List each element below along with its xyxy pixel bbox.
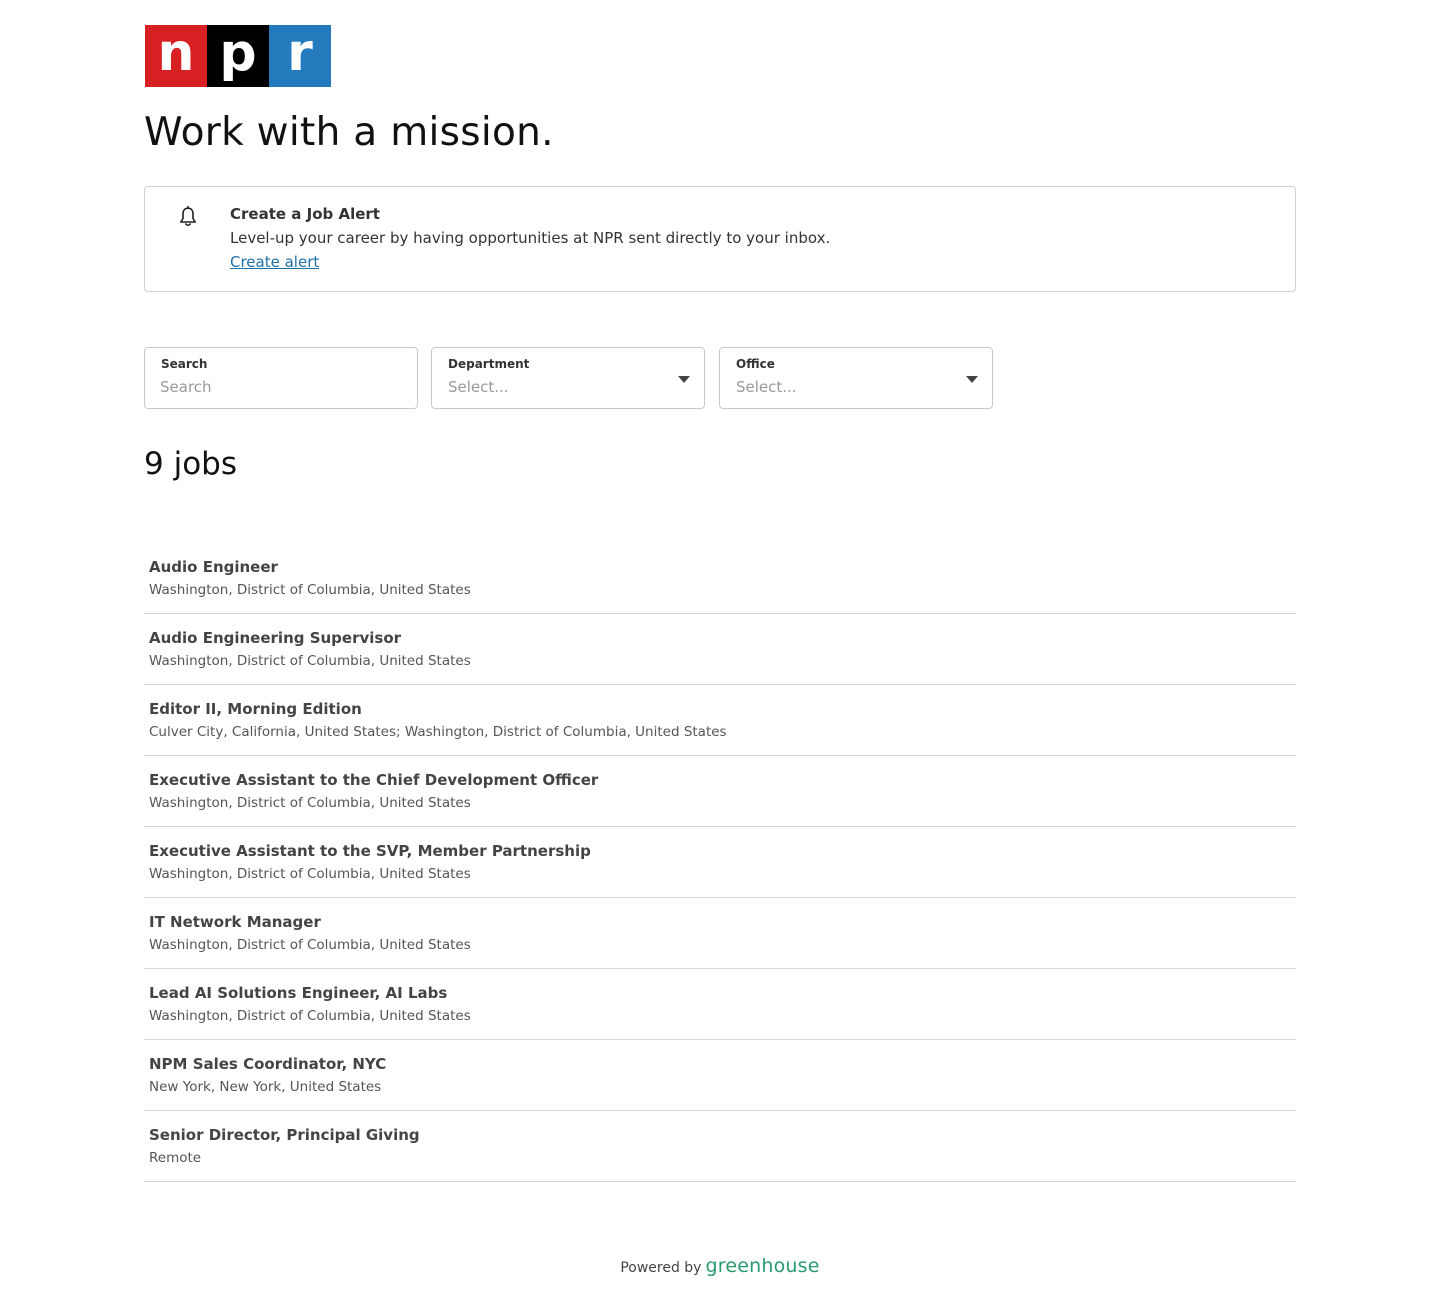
job-title[interactable]: Executive Assistant to the Chief Development Officer <box>149 771 599 789</box>
job-location: Washington, District of Columbia, United States <box>149 937 471 953</box>
job-title[interactable]: NPM Sales Coordinator, NYC <box>149 1055 387 1073</box>
create-alert-link[interactable]: Create alert <box>230 253 320 271</box>
office-select[interactable] <box>719 347 993 409</box>
logo-tile-r: r <box>269 25 331 87</box>
powered-by-text: Powered by <box>620 1260 702 1276</box>
footer <box>0 1255 1440 1277</box>
job-location: Washington, District of Columbia, United States <box>149 582 471 598</box>
search-label: Search <box>161 357 208 371</box>
job-row[interactable] <box>144 756 1296 827</box>
job-count: 9 jobs <box>144 446 237 482</box>
page-headline: Work with a mission. <box>144 110 554 155</box>
alert-description: Level-up your career by having opportunities at NPR sent directly to your inbox. <box>230 229 831 247</box>
job-row[interactable] <box>144 543 1296 614</box>
greenhouse-logo[interactable]: greenhouse <box>705 1255 820 1277</box>
logo-tile-p: p <box>207 25 269 87</box>
job-row[interactable] <box>144 614 1296 685</box>
job-alert-card <box>144 186 1296 292</box>
job-location: Washington, District of Columbia, United States <box>149 795 471 811</box>
logo-tile-n: n <box>145 25 207 87</box>
office-value: Select... <box>736 378 797 396</box>
job-title[interactable]: Senior Director, Principal Giving <box>149 1126 420 1144</box>
job-row[interactable] <box>144 827 1296 898</box>
npr-logo[interactable] <box>145 25 331 87</box>
job-row[interactable] <box>144 685 1296 756</box>
job-title[interactable]: Executive Assistant to the SVP, Member Partnership <box>149 842 591 860</box>
bell-icon <box>178 206 198 228</box>
job-row[interactable] <box>144 1040 1296 1111</box>
job-title[interactable]: Editor II, Morning Edition <box>149 700 362 718</box>
caret-down-icon[interactable] <box>966 376 978 383</box>
job-title[interactable]: Audio Engineering Supervisor <box>149 629 402 647</box>
office-label: Office <box>736 357 775 371</box>
alert-title: Create a Job Alert <box>230 205 380 223</box>
job-title[interactable]: IT Network Manager <box>149 913 321 931</box>
job-title[interactable]: Audio Engineer <box>149 558 278 576</box>
job-location: New York, New York, United States <box>149 1079 382 1095</box>
job-location: Washington, District of Columbia, United States <box>149 653 471 669</box>
job-location: Washington, District of Columbia, United States <box>149 866 471 882</box>
department-label: Department <box>448 357 530 371</box>
search-input[interactable] <box>160 378 390 396</box>
job-location: Culver City, California, United States; Washington, District of Columbia, United States <box>149 724 727 740</box>
search-filter[interactable] <box>144 347 418 409</box>
job-row[interactable] <box>144 969 1296 1040</box>
department-value: Select... <box>448 378 509 396</box>
job-row[interactable] <box>144 898 1296 969</box>
job-list <box>144 543 1296 1182</box>
caret-down-icon[interactable] <box>678 376 690 383</box>
job-location: Washington, District of Columbia, United States <box>149 1008 471 1024</box>
department-select[interactable] <box>431 347 705 409</box>
job-title[interactable]: Lead AI Solutions Engineer, AI Labs <box>149 984 448 1002</box>
job-location: Remote <box>149 1150 202 1166</box>
job-row[interactable] <box>144 1111 1296 1182</box>
